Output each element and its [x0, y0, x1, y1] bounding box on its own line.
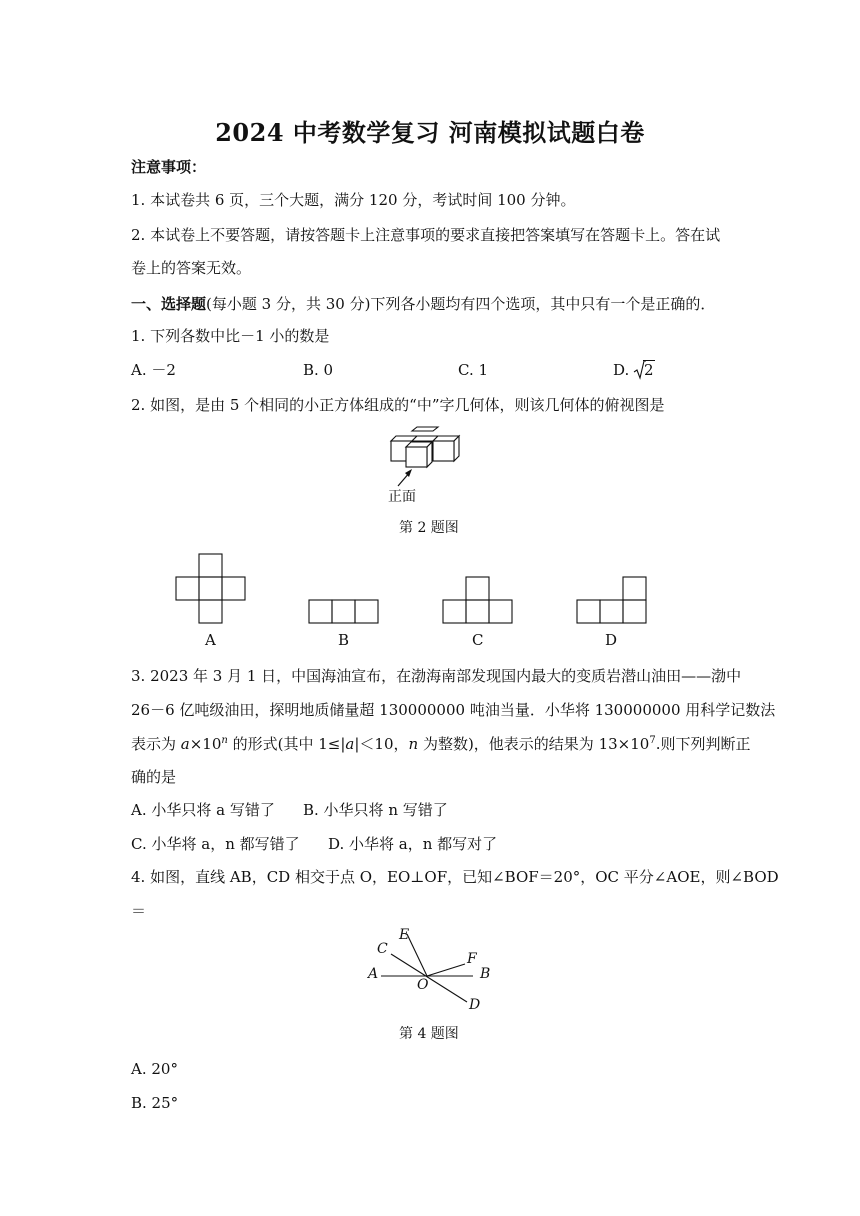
front-arrow-icon — [396, 468, 416, 488]
notice-item-2-line-1: 2. 本试卷上不要答题，请按答题卡上注意事项的要求直接把答案填写在答题卡上。答在试 — [131, 226, 721, 244]
q3-line-3: 表示为 $a\times 10^n$ 的形式(其中 1≤|a|＜10，n 为整数)，他表示的结果为 $13\times 10^7$.则下列判断正 — [131, 735, 751, 753]
q2-choice-a-figure — [176, 554, 246, 624]
point-label-b: B — [480, 966, 491, 982]
q1-stem: 1. 下列各数中比－1 小的数是 — [131, 327, 330, 345]
q3-line-4: 确的是 — [131, 768, 177, 786]
page-title: 2024 中考数学复习 河南模拟试题白卷 — [215, 118, 645, 147]
q2-choice-label-d: D — [605, 631, 618, 649]
q2-choice-d-figure — [577, 577, 647, 624]
point-label-o: O — [417, 977, 429, 993]
front-label: 正面 — [388, 489, 416, 505]
q2-stem: 2. 如图，是由 5 个相同的小正方体组成的“中”字几何体，则该几何体的俯视图是 — [131, 396, 665, 414]
line-cd — [391, 954, 467, 1002]
q3-line-2: 26－6 亿吨级油田，探明地质储量超 130000000 吨油当量．小华将 130000000 用科学记数法 — [131, 701, 776, 719]
q4-option-a: A. 20° — [131, 1060, 178, 1078]
point-label-f: F — [467, 951, 477, 967]
q4-line-2: ＝ — [131, 902, 147, 920]
point-label-c: C — [377, 941, 388, 957]
sqrt-expression — [634, 360, 655, 380]
q1-option-a: A. －2 — [131, 361, 176, 379]
q2-choice-label-c: C — [472, 631, 484, 649]
cube-top-face — [412, 427, 438, 431]
q4-caption: 第 4 题图 — [399, 1026, 459, 1042]
q4-option-b: B. 25° — [131, 1094, 179, 1112]
q1-option-c: C. 1 — [458, 361, 489, 379]
q2-caption: 第 2 题图 — [399, 520, 459, 536]
q2-choice-c-figure — [443, 577, 513, 624]
q3-option-a: A. 小华只将 a 写错了 — [131, 801, 275, 819]
q2-choice-label-a: A — [205, 631, 216, 649]
point-label-e: E — [399, 927, 410, 943]
notice-item-1: 1. 本试卷共 6 页，三个大题，满分 120 分，考试时间 100 分钟。 — [131, 191, 576, 209]
q2-choice-b-figure — [309, 600, 379, 624]
ray-of — [427, 964, 465, 976]
q1-option-b: B. 0 — [303, 361, 334, 379]
notice-heading: 注意事项： — [131, 158, 207, 176]
q3-line-1: 3. 2023 年 3 月 1 日，中国海油宣布，在渤海南部发现国内最大的变质岩潜山油田——渤中 — [131, 667, 742, 685]
section-1-header — [131, 294, 715, 314]
point-label-a: A — [368, 966, 379, 982]
q3-option-b: B. 小华只将 n 写错了 — [303, 801, 448, 819]
point-label-d: D — [469, 997, 481, 1013]
section-1-heading: 一、选择题 — [131, 295, 207, 313]
sqrt-radicand: 2 — [644, 361, 654, 379]
q2-cube-figure — [390, 427, 476, 472]
ray-oe — [407, 934, 427, 976]
radical-sign-icon — [634, 360, 646, 380]
section-1-desc: (每小题 3 分，共 30 分)下列各小题均有四个选项，其中只有一个是正确的． — [206, 295, 716, 313]
q1-option-d — [613, 360, 655, 380]
q3-option-c: C. 小华将 a，n 都写错了 — [131, 835, 300, 853]
q3-option-d: D. 小华将 a，n 都写对了 — [328, 835, 498, 853]
q1-option-d-prefix: D. — [613, 361, 630, 379]
notice-item-2-line-2: 卷上的答案无效。 — [131, 259, 252, 277]
q2-choice-label-b: B — [338, 631, 350, 649]
q4-line-1: 4. 如图，直线 AB，CD 相交于点 O，EO⊥OF，已知∠BOF＝20°，OC 平分∠AOE，则∠BOD — [131, 868, 779, 886]
